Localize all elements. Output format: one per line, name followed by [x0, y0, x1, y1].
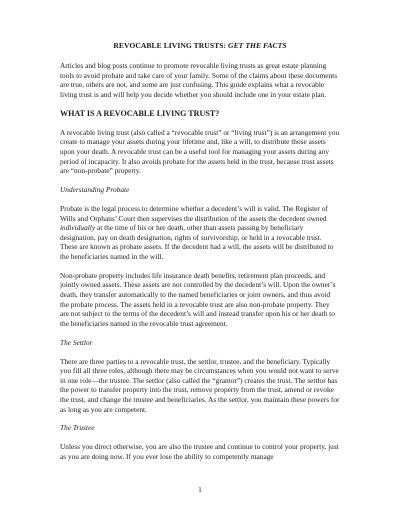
probate-emphasis: individually: [60, 223, 96, 233]
probate-text-start: Probate is the legal process to determine whether a decedent’s will is valid. The Register of Wills and Orphans’ Court then supervises the distribution of the assets the decedent owned: [60, 203, 328, 223]
settlor-paragraph: There are three parties to a revocable trust, the settlor, trustee, and the beneficiary. Typically you fill all three roles, although there may be circumstances when you would not want to serve in one role—the trustee. The settlor (also called the “grantor”) creates the trust. The settlor has the power to transfer property into the trust, remove property from the trust, amend or revoke the trust, and change the trustee and beneficiaries. As the settlor, you maintain these powers for as long as you are competent.: [60, 356, 340, 414]
probate-heading: Understanding Probate: [60, 185, 130, 195]
section-heading: WHAT IS A REVOCABLE LIVING TRUST?: [60, 108, 220, 118]
intro-paragraph: Articles and blog posts continue to promote revocable living trusts as great estate planning tools to avoid probate and take care of your family. Some of the claims about these documents are true, others are not, and some are just confusing. This guide explains what a revocable living trust is and will help you decide whether you should include one in your estate plan.: [60, 61, 338, 99]
title-subtitle: GET THE FACTS: [228, 41, 287, 50]
probate-text-end: at the time of his or her death, other than assets passing by beneficiary designation, pay on death designation, rights of survivorship, or held in a revocable trust. These are known as probate assets. If the decedent had a will, the assets will be distributed to the beneficiaries named in the will.: [60, 223, 334, 261]
probate-paragraph-2: Non-probate property includes life insurance death benefits, retirement plan proceeds, and jointly owned assets. These assets are not controlled by the decedent’s will. Upon the owner’s death, they transfer automatically to the named beneficiaries or joint owners, and thus avoid the probate process. The assets held in a revocable trust are also non-probate property. They are not subject to the terms of the decedent’s will and instead transfer upon his or her death to the beneficiaries named in the revocable trust agreement.: [60, 270, 336, 328]
title-main: REVOCABLE LIVING TRUSTS:: [113, 41, 229, 50]
probate-paragraph-1: [60, 204, 340, 262]
trustee-paragraph: Unless you direct otherwise, you are also the trustee and continue to control your property, just as you are doing now. If you ever lose the ability to competently manage: [60, 442, 339, 461]
document-title: [60, 41, 340, 50]
settlor-heading: The Settlor: [60, 337, 93, 347]
page-number: 1: [198, 485, 202, 494]
definition-paragraph: A revocable living trust (also called a “revocable trust” or “living trust”) is an arrangement you create to manage your assets during your lifetime and, like a will, to distribute those assets upon your death. A revocable trust can be a useful tool for managing your assets during any period of incapacity. It also avoids probate for the assets held in the trust, because trust assets are “non-probate” property.: [60, 127, 340, 176]
trustee-heading: The Trustee: [60, 423, 95, 433]
